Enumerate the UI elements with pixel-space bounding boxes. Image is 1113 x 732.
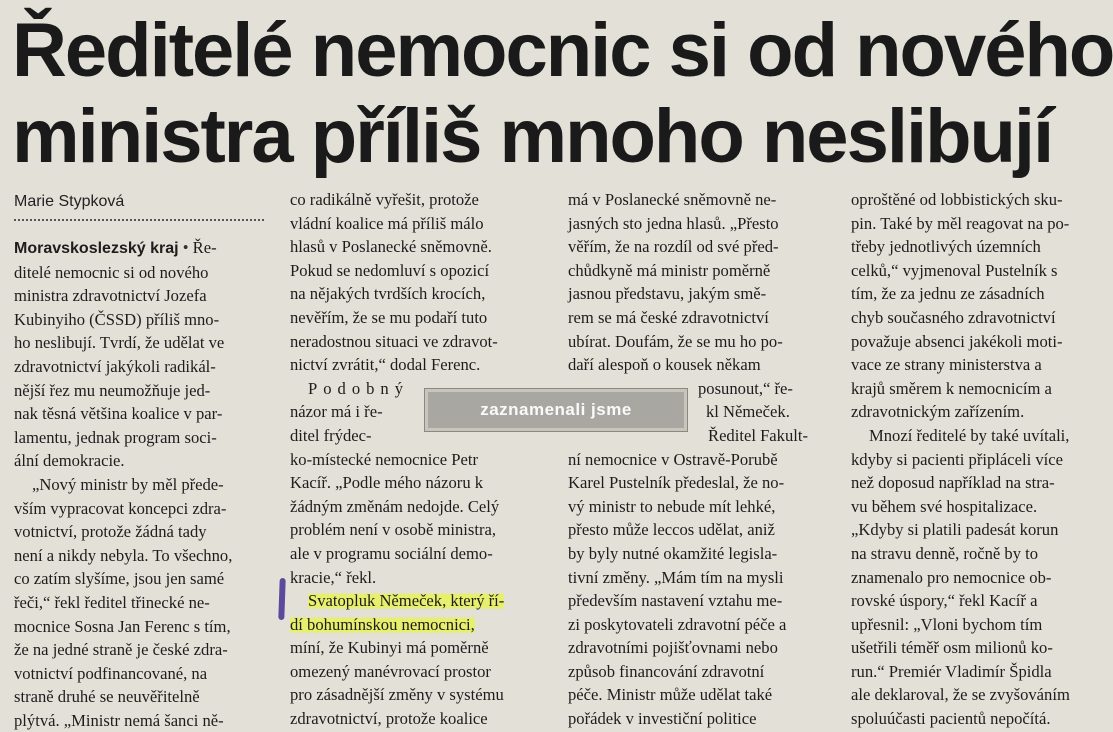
- text-line: tím, že za jednu ze zásadních: [851, 284, 1045, 304]
- text-line: není a nikdy nebyla. To všechno,: [14, 545, 233, 565]
- article-column-4: [851, 188, 1107, 731]
- pullquote-label: zaznamenali jsme: [480, 400, 632, 419]
- text-line: daří alespoň o kousek někam: [568, 355, 761, 375]
- text-line: [290, 613, 546, 637]
- text-line: run.“ Premiér Vladimír Špidla: [851, 661, 1052, 681]
- text-line: celků,“ vyjmenoval Pustelník s: [851, 260, 1058, 280]
- text-line: na stravu denně, ročně by to: [851, 543, 1039, 563]
- text-line: nější řez mu neumožňuje jed-: [14, 380, 211, 400]
- text-line: zdravotnictví, protože koalice: [290, 709, 488, 729]
- text-line: spoluúčasti pacientů nepočítá.: [851, 709, 1051, 729]
- text-line: míní, že Kubinyi má poměrně: [290, 638, 489, 658]
- text-line: co radikálně vyřešit, protože: [290, 190, 479, 209]
- text-line: lamentu, jednak program soci-: [14, 427, 217, 447]
- text-line: pořádek v investiční politice: [568, 709, 757, 729]
- text-line: pin. Také by měl reagovat na po-: [851, 213, 1070, 233]
- text-line: omezený manévrovací prostor: [290, 661, 491, 681]
- text-line: řeči,“ řekl ředitel třinecké ne-: [14, 592, 210, 612]
- text-line: „Kdyby si platili padesát korun: [851, 520, 1059, 540]
- text-line: zi poskytovateli zdravotní péče a: [568, 614, 787, 634]
- text-line: žádným změnám nedojde. Celý: [290, 496, 500, 516]
- text-line: votnictví, protože žádná tady: [14, 522, 207, 542]
- text-line: ditelé nemocnic si od nového: [14, 262, 209, 282]
- text-line: ní nemocnice v Ostravě-Porubě: [568, 449, 778, 469]
- text-line: vším vypracovat koncepci zdra-: [14, 498, 227, 518]
- highlighted-text: dí bohumínskou nemocnici,: [290, 614, 475, 634]
- text-line: vý ministr to nebude mít lehké,: [568, 496, 776, 516]
- text-line: oproštěné od lobbistických sku-: [851, 190, 1063, 209]
- text-line: co zatím slyšíme, jsou jen samé: [14, 569, 225, 589]
- article-column-1: [14, 236, 266, 732]
- text-line: než doposud například na stra-: [851, 473, 1055, 493]
- text-line: ho neslibují. Tvrdí, že udělat ve: [14, 333, 225, 353]
- text-line: zdravotnickým zařízením.: [851, 402, 1025, 422]
- text-line: především nastavení vztahu me-: [568, 591, 783, 611]
- text-line: Ře-: [192, 238, 217, 257]
- dateline: Moravskoslezský kraj: [14, 240, 179, 257]
- text-line: vu během své hospitalizace.: [851, 496, 1038, 516]
- text-line: vace ze strany ministerstva a: [851, 355, 1042, 375]
- text-line: krajů směrem k nemocnicím a: [851, 378, 1052, 398]
- text-line: považuje absenci jakékoli moti-: [851, 331, 1063, 351]
- text-line: votnictví podfinancované, na: [14, 663, 208, 683]
- headline: [12, 8, 1113, 180]
- pen-mark: [278, 578, 285, 620]
- text-line: kracie,“ řekl.: [290, 567, 377, 587]
- text-line: způsob financování zdravotní: [568, 661, 765, 681]
- text-line: straně druhé se neuvěřitelně: [14, 687, 200, 707]
- text-line: zdravotnictví jakýkoli radikál-: [14, 356, 216, 376]
- text-line: ko-místecké nemocnice Petr: [290, 449, 478, 469]
- text-line: mocnice Sosna Jan Ferenc s tím,: [14, 616, 231, 636]
- text-line: [290, 589, 546, 613]
- text-line: ální demokracie.: [14, 451, 125, 471]
- pullquote-box: [424, 388, 688, 432]
- text-line: Mnozí ředitelé by také uvítali,: [869, 425, 1070, 445]
- text-line: ditel frýdec-: [290, 425, 372, 445]
- text-line: ušetřili téměř osm milionů ko-: [851, 638, 1053, 658]
- text-line: třeby jednotlivých územních: [851, 237, 1041, 257]
- text-line: ministra zdravotnictví Jozefa: [14, 286, 207, 306]
- text-line: nevěřím, že se mu podaří tuto: [290, 307, 488, 327]
- text-line: ubírat. Doufám, že se mu ho po-: [568, 331, 783, 351]
- text-line: chyb současného zdravotnictví: [851, 307, 1056, 327]
- text-line: má v Poslanecké sněmovně ne-: [568, 190, 777, 209]
- text-line: Karel Pustelník předeslal, že no-: [568, 473, 785, 493]
- text-line: „Nový ministr by měl přede-: [32, 474, 224, 494]
- text-line: Kubinyiho (ČSSD) příliš mno-: [14, 309, 220, 329]
- text-line: problém není v osobě ministra,: [290, 520, 497, 540]
- lead-line: [14, 236, 266, 261]
- article-column-3: [568, 188, 826, 731]
- text-line: na nějakých tvrdších krocích,: [290, 284, 486, 304]
- text-line: Ředitel Fakult-: [708, 425, 809, 445]
- text-line: zdravotními pojišťovnami nebo: [568, 638, 778, 658]
- text-line: nak těsná většina koalice v par-: [14, 404, 223, 424]
- article-column-2: [290, 188, 546, 731]
- text-line: nictví zvrátit,“ dodal Ferenc.: [290, 355, 481, 375]
- text-line: jasných sto jedna hlasů. „Přesto: [568, 213, 779, 233]
- text-line: upřesnil: „Vloni bychom tím: [851, 614, 1043, 634]
- text-line: Kacíř. „Podle mého názoru k: [290, 473, 484, 493]
- author-byline: Marie Stypková: [14, 193, 125, 210]
- text-line: pro zásadnější změny v systému: [290, 685, 504, 705]
- text-line: rovské úspory,“ řekl Kacíř a: [851, 591, 1038, 611]
- text-line: ale deklaroval, že se zvyšováním: [851, 685, 1070, 705]
- bullet-icon: •: [182, 238, 189, 257]
- text-line: ale v programu sociální demo-: [290, 543, 493, 563]
- text-line: názor má i ře-: [290, 402, 383, 422]
- text-line: plýtvá. „Ministr nemá šanci ně-: [14, 710, 224, 730]
- text-line: kdyby si pacienti připláceli více: [851, 449, 1063, 469]
- text-line: jasnou představu, jakým smě-: [568, 284, 767, 304]
- text-line: chůdkyně má ministr poměrně: [568, 260, 771, 280]
- headline-line-2: ministra příliš mnoho neslibují: [12, 94, 1053, 179]
- text-line: že na jedné straně je české zdra-: [14, 640, 228, 660]
- text-line: tivní změny. „Mám tím na mysli: [568, 567, 784, 587]
- text-line: vládní koalice má příliš málo: [290, 213, 484, 233]
- text-line: Pokud se nedomluví s opozicí: [290, 260, 490, 280]
- text-line: posunout,“ ře-: [698, 378, 793, 398]
- text-line: věřím, že na rozdíl od své před-: [568, 237, 779, 257]
- text-line: péče. Ministr může udělat také: [568, 685, 773, 705]
- highlighted-text: Svatopluk Němeček, který ří-: [308, 591, 505, 611]
- text-line: přesto může leccos udělat, aniž: [568, 520, 775, 540]
- text-line: znamenalo pro nemocnice ob-: [851, 567, 1052, 587]
- headline-line-1: Ředitelé nemocnic si od nového: [12, 8, 1113, 93]
- byline-divider: [14, 219, 264, 221]
- text-line: rem se má české zdravotnictví: [568, 307, 769, 327]
- text-line: neradostnou situaci ve zdravot-: [290, 331, 498, 351]
- text-line: Podobný: [308, 378, 410, 398]
- text-line: hlasů v Poslanecké sněmovně.: [290, 237, 492, 257]
- text-line: by byly nutné okamžité legisla-: [568, 543, 778, 563]
- text-line: kl Němeček.: [706, 402, 790, 422]
